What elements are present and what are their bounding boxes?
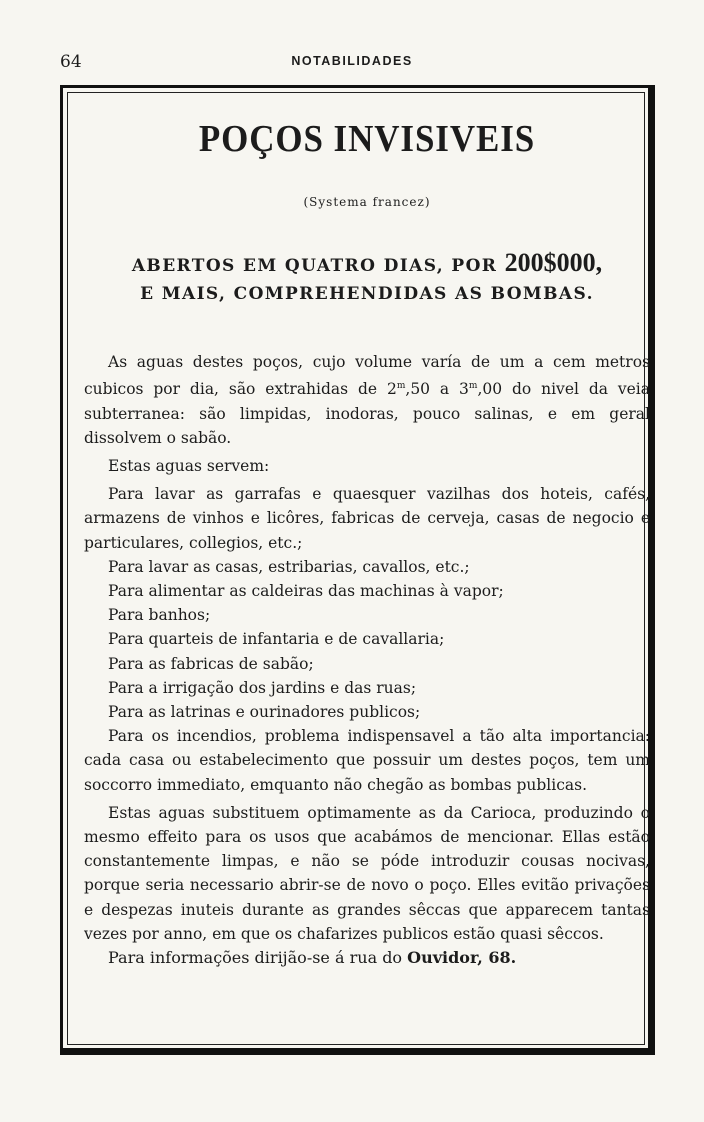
advertisement-frame bbox=[60, 85, 655, 1055]
offer-price: 200$000, bbox=[504, 248, 603, 277]
paragraph-info: Para informações dirijão-se á rua do Ouvidor, 68. bbox=[108, 948, 517, 968]
offer-text: ABERTOS EM QUATRO DIAS, POR bbox=[131, 256, 505, 276]
use-item: Para alimentar as caldeiras das machinas à vapor; bbox=[108, 581, 504, 600]
ad-offer bbox=[84, 249, 650, 308]
use-item: Para lavar as casas, estribarias, cavallos, etc.; bbox=[108, 557, 470, 576]
use-item: Para lavar as garrafas e quaesquer vazilhas dos hoteis, cafés, armazens de vinhos e licôres, fabricas de cerveja, casas de negocio e particulares, collegios, etc.; bbox=[84, 485, 650, 552]
advertisement-content bbox=[84, 111, 650, 970]
running-head bbox=[0, 52, 704, 76]
ad-body bbox=[84, 350, 650, 970]
use-item: Para banhos; bbox=[108, 606, 211, 625]
paragraph-intro: As aguas destes poços, cujo volume varía de um a cem metros cubicos por dia, são extrahidas de 2$^m$,50 a 3$^m$,00 do nivel da veia subterranea: são limpidas, inodoras, pouco salinas, e em geral dissolvem o sabão. bbox=[84, 353, 650, 447]
paragraph-benefits: Estas aguas substituem optimamente as da Carioca, produzindo o mesmo effeito para os usos que acabámos de mencionar. Ellas estão constantemente limpas, e não se póde introduzir cousas nocivas, porque seria necessario abrir-se de novo o poço. Elles evitão privações e despezas inuteis durante as grandes sêccas que apparecem tantas vezes por anno, em que os chafarizes publicos estão quasi sêccos. bbox=[84, 803, 650, 943]
offer-line-1 bbox=[84, 249, 650, 280]
use-item: Para a irrigação dos jardins e das ruas; bbox=[108, 678, 417, 697]
section-title: NOTABILIDADES bbox=[291, 54, 413, 68]
use-item: Para os incendios, problema indispensavel a tão alta importancia: cada casa ou estabelecimento que possuir um destes poços, tem um soccorro immediato, emquanto não chegão as bombas publicas. bbox=[84, 727, 650, 794]
use-item: Para as fabricas de sabão; bbox=[108, 654, 314, 673]
ad-headline: POÇOS INVISIVEIS bbox=[198, 118, 536, 160]
advertisement-inner-border bbox=[67, 92, 650, 1045]
use-item: Para as latrinas e ourinadores publicos; bbox=[108, 703, 421, 721]
page-number: 64 bbox=[60, 52, 82, 72]
offer-line-2: E MAIS, COMPREHENDIDAS AS BOMBAS. bbox=[140, 284, 594, 304]
address: Ouvidor, 68. bbox=[407, 948, 517, 968]
use-item: Para quarteis de infantaria e de cavallaria; bbox=[108, 630, 445, 649]
ad-subtitle: (Systema francez) bbox=[303, 195, 431, 209]
paragraph-uses-heading: Estas aguas servem: bbox=[108, 456, 270, 475]
